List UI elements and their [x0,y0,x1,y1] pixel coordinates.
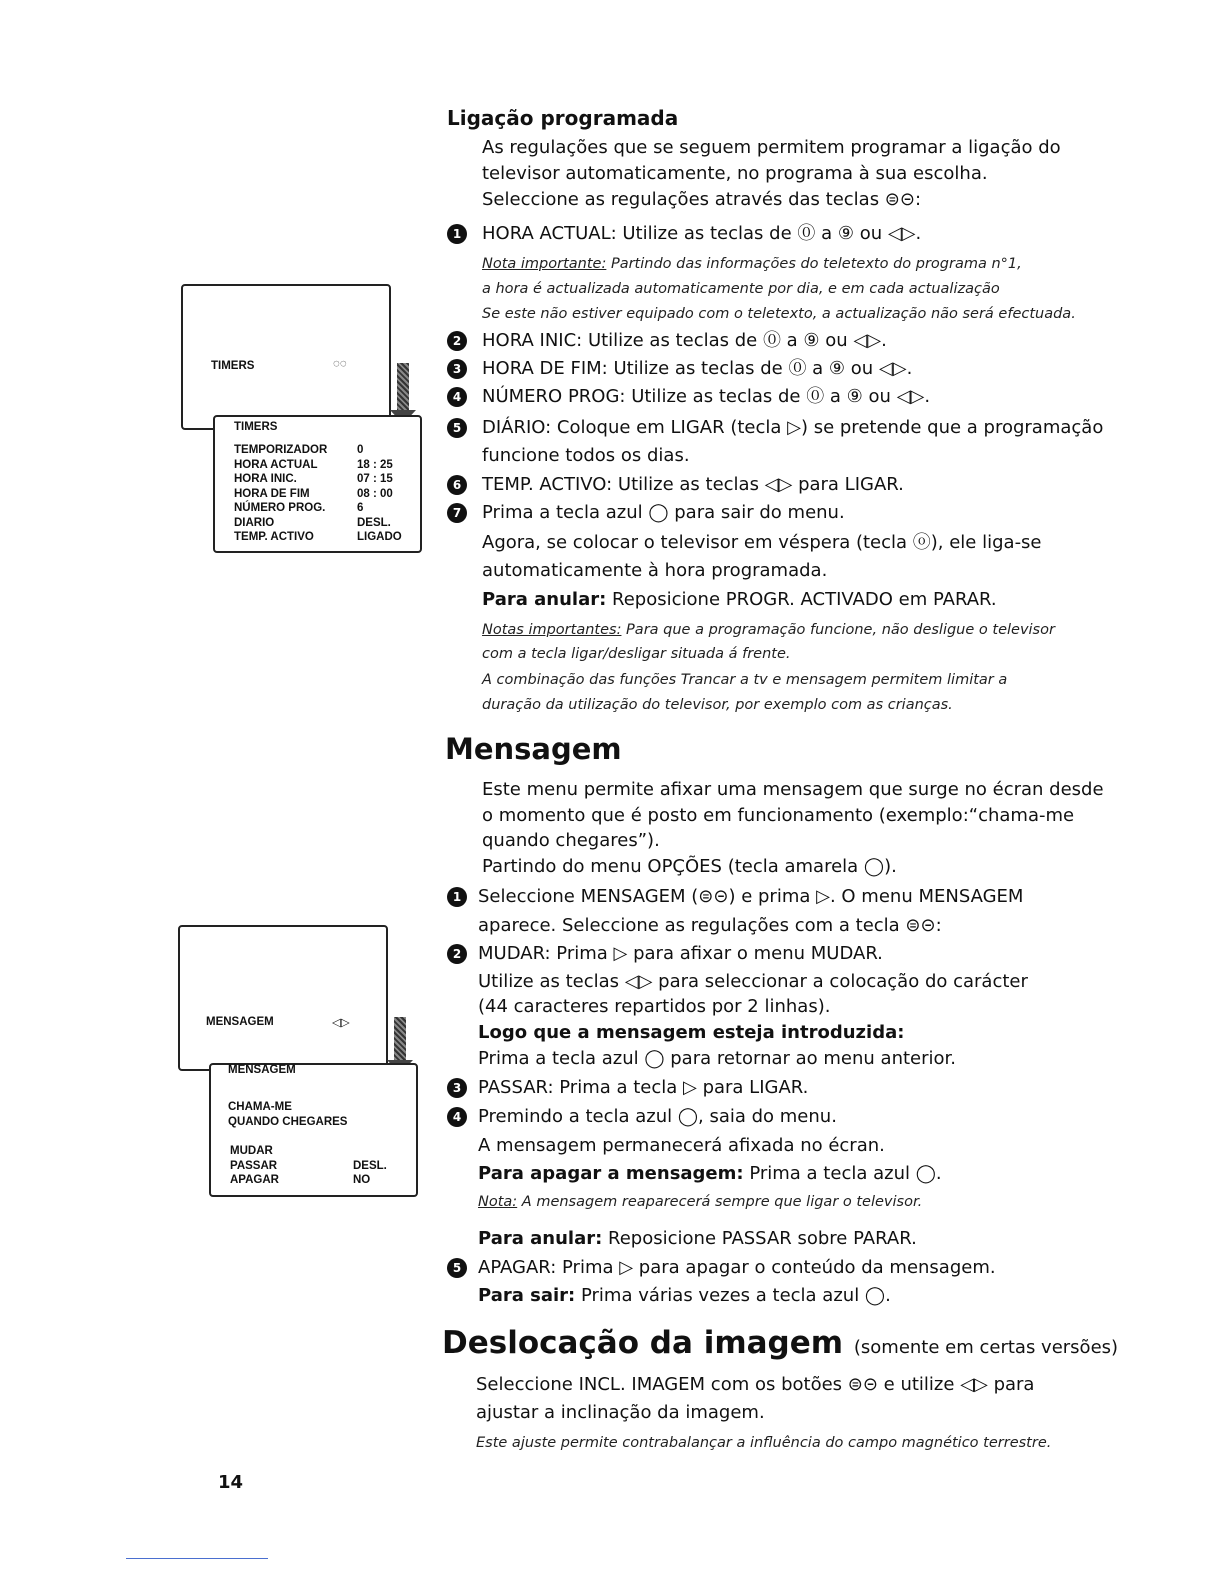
screen-label: TIMERS [211,360,255,372]
menu-row-value: 6 [357,502,364,514]
note-text: Partindo das informações do teletexto do programa n°1, [606,256,1022,272]
note-label: Nota: [478,1194,518,1210]
tv-screen-timers [181,284,391,430]
step-hora-inic: HORA INIC: Utilize as teclas de ⓪ a ⑨ ou ◁▷. [482,330,887,351]
note-line [478,1192,922,1212]
menu-row-value: 07 : 15 [357,473,393,485]
section-title-deslocacao [442,1325,1118,1361]
step-exit: Prima a tecla azul ◯ para sair do menu. [482,502,845,523]
menu-row-value: 18 : 25 [357,458,393,471]
bullet-4: 4 [447,1107,467,1127]
notes-label: Notas importantes: [482,622,622,638]
cancel-label: Para anular: [478,1228,603,1249]
up-down-icon: ◌◌ [333,358,347,370]
cancel-text: Reposicione PROGR. ACTIVADO em PARAR. [606,589,997,610]
text-line: quando chegares”). [482,830,660,851]
text-line: A mensagem permanecerá afixada no écran. [478,1135,885,1156]
message-line: QUANDO CHEGARES [228,1116,348,1128]
bullet-1: 1 [447,224,467,244]
text-line: automaticamente à hora programada. [482,560,828,581]
text-line: funcione todos os dias. [482,445,690,466]
bullet-1: 1 [447,887,467,907]
text-line: Seleccione INCL. IMAGEM com os botões ⊜⊝ e utilize ◁▷ para [476,1374,1035,1395]
bold-line: Logo que a mensagem esteja introduzida: [478,1022,905,1043]
page-number: 14 [218,1472,244,1493]
menu-row-label: PASSAR [230,1159,278,1172]
section-title-mensagem: Mensagem [445,732,622,766]
text-line: o momento que é posto em funcionamento (exemplo:“chama-me [482,805,1075,826]
step-hora-actual: HORA ACTUAL: Utilize as teclas de ⓪ a ⑨ ou ◁▷. [482,223,922,244]
menu-row-value: DESL. [357,516,391,529]
cancel-label: Para anular: [482,589,607,610]
erase-text: Prima a tecla azul ◯. [743,1163,942,1184]
bullet-6: 6 [447,475,467,495]
title-text: Deslocação da imagem [442,1325,844,1361]
exit-label: Para sair: [478,1285,576,1306]
bullet-3: 3 [447,1078,467,1098]
text-line: (44 caracteres repartidos por 2 linhas). [478,996,831,1017]
exit-line [478,1285,891,1307]
menu-row-label: NÚMERO PROG. [234,502,326,514]
note-line: com a tecla ligar/desligar situada á frente. [482,646,791,662]
bullet-7: 7 [447,503,467,523]
subtitle: (somente em certas versões) [853,1337,1119,1358]
text-line: As regulações que se seguem permitem programar a ligação do [482,137,1061,158]
menu-row-value: LIGADO [357,531,402,543]
menu-row-label: TEMP. ACTIVO [234,531,314,543]
note-text: A mensagem reaparecerá sempre que ligar o televisor. [517,1194,923,1210]
note-text: Para que a programação funcione, não desligue o televisor [621,622,1055,638]
step-numero-prog: NÚMERO PROG: Utilize as teclas de ⓪ a ⑨ ou ◁▷. [482,386,931,407]
bullet-2: 2 [447,944,467,964]
menu-title: MENSAGEM [228,1064,296,1076]
menu-row-value: DESL. [353,1159,387,1172]
cancel-line [478,1228,917,1250]
step-temp-activo: TEMP. ACTIVO: Utilize as teclas ◁▷ para LIGAR. [482,474,904,495]
step-mudar: MUDAR: Prima ▷ para afixar o menu MUDAR. [478,943,883,964]
screen-label: MENSAGEM [206,1016,274,1028]
left-right-icon: ◁▷ [332,1017,350,1029]
arrow-down-icon [397,363,409,411]
menu-row-label: HORA DE FIM [234,487,310,500]
section-title-ligacao: Ligação programada [447,106,679,130]
step-select-mensagem: Seleccione MENSAGEM (⊜⊝) e prima ▷. O menu MENSAGEM [478,886,1024,907]
mensagem-menu [209,1063,418,1197]
text-line: televisor automaticamente, no programa à sua escolha. [482,163,988,184]
footer-rule [126,1558,268,1559]
erase-line [478,1163,942,1185]
exit-text: Prima várias vezes a tecla azul ◯. [575,1285,891,1306]
erase-label: Para apagar a mensagem: [478,1163,744,1184]
bullet-4: 4 [447,387,467,407]
cancel-line [482,589,997,611]
menu-row-value: 08 : 00 [357,487,393,500]
step-exit: Premindo a tecla azul ◯, saia do menu. [478,1106,837,1127]
menu-title: TIMERS [234,421,278,433]
step-diario: DIÁRIO: Coloque em LIGAR (tecla ▷) se pretende que a programação [482,417,1104,438]
cancel-text: Reposicione PASSAR sobre PARAR. [602,1228,917,1249]
text-line: Agora, se colocar o televisor em véspera (tecla ⓞ), ele liga-se [482,532,1042,553]
note-line: Este ajuste permite contrabalançar a influência do campo magnético terrestre. [476,1435,1052,1451]
text-line: ajustar a inclinação da imagem. [476,1402,765,1423]
note-line: duração da utilização do televisor, por exemplo com as crianças. [482,697,953,713]
note-line: a hora é actualizada automaticamente por dia, e em cada actualização [482,281,1000,297]
note-line: Se este não estiver equipado com o teletexto, a actualização não será efectuada. [482,306,1076,322]
bullet-5: 5 [447,418,467,438]
menu-row-label: HORA ACTUAL [234,458,318,471]
menu-row-value: 0 [357,444,364,456]
step-apagar: APAGAR: Prima ▷ para apagar o conteúdo da mensagem. [478,1257,996,1278]
menu-row-label: TEMPORIZADOR [234,444,328,456]
menu-row-label: APAGAR [230,1174,279,1186]
text-line: Este menu permite afixar uma mensagem que surge no écran desde [482,779,1104,800]
tv-screen-mensagem [178,925,388,1071]
step-passar: PASSAR: Prima a tecla ▷ para LIGAR. [478,1077,809,1098]
note-line [482,254,1022,274]
message-line: CHAMA-ME [228,1101,292,1113]
text-line: Seleccione as regulações através das teclas ⊜⊝: [482,189,922,210]
text-line: Partindo do menu OPÇÕES (tecla amarela ◯). [482,856,897,877]
menu-row-label: HORA INIC. [234,473,297,485]
step-hora-fim: HORA DE FIM: Utilize as teclas de ⓪ a ⑨ ou ◁▷. [482,358,913,379]
text-line: Prima a tecla azul ◯ para retornar ao menu anterior. [478,1048,957,1069]
bullet-2: 2 [447,331,467,351]
note-label: Nota importante: [482,256,607,272]
timers-menu [213,415,422,553]
menu-row-value: NO [353,1174,371,1186]
text-line: aparece. Seleccione as regulações com a tecla ⊜⊝: [478,915,942,936]
note-line [482,620,1055,640]
note-line: A combinação das funções Trancar a tv e mensagem permitem limitar a [482,672,1008,688]
bullet-3: 3 [447,359,467,379]
text-line: Utilize as teclas ◁▷ para seleccionar a colocação do carácter [478,971,1028,992]
bullet-5: 5 [447,1258,467,1278]
menu-row-label: MUDAR [230,1145,273,1157]
arrow-down-icon [394,1017,406,1062]
menu-row-label: DIARIO [234,516,275,529]
